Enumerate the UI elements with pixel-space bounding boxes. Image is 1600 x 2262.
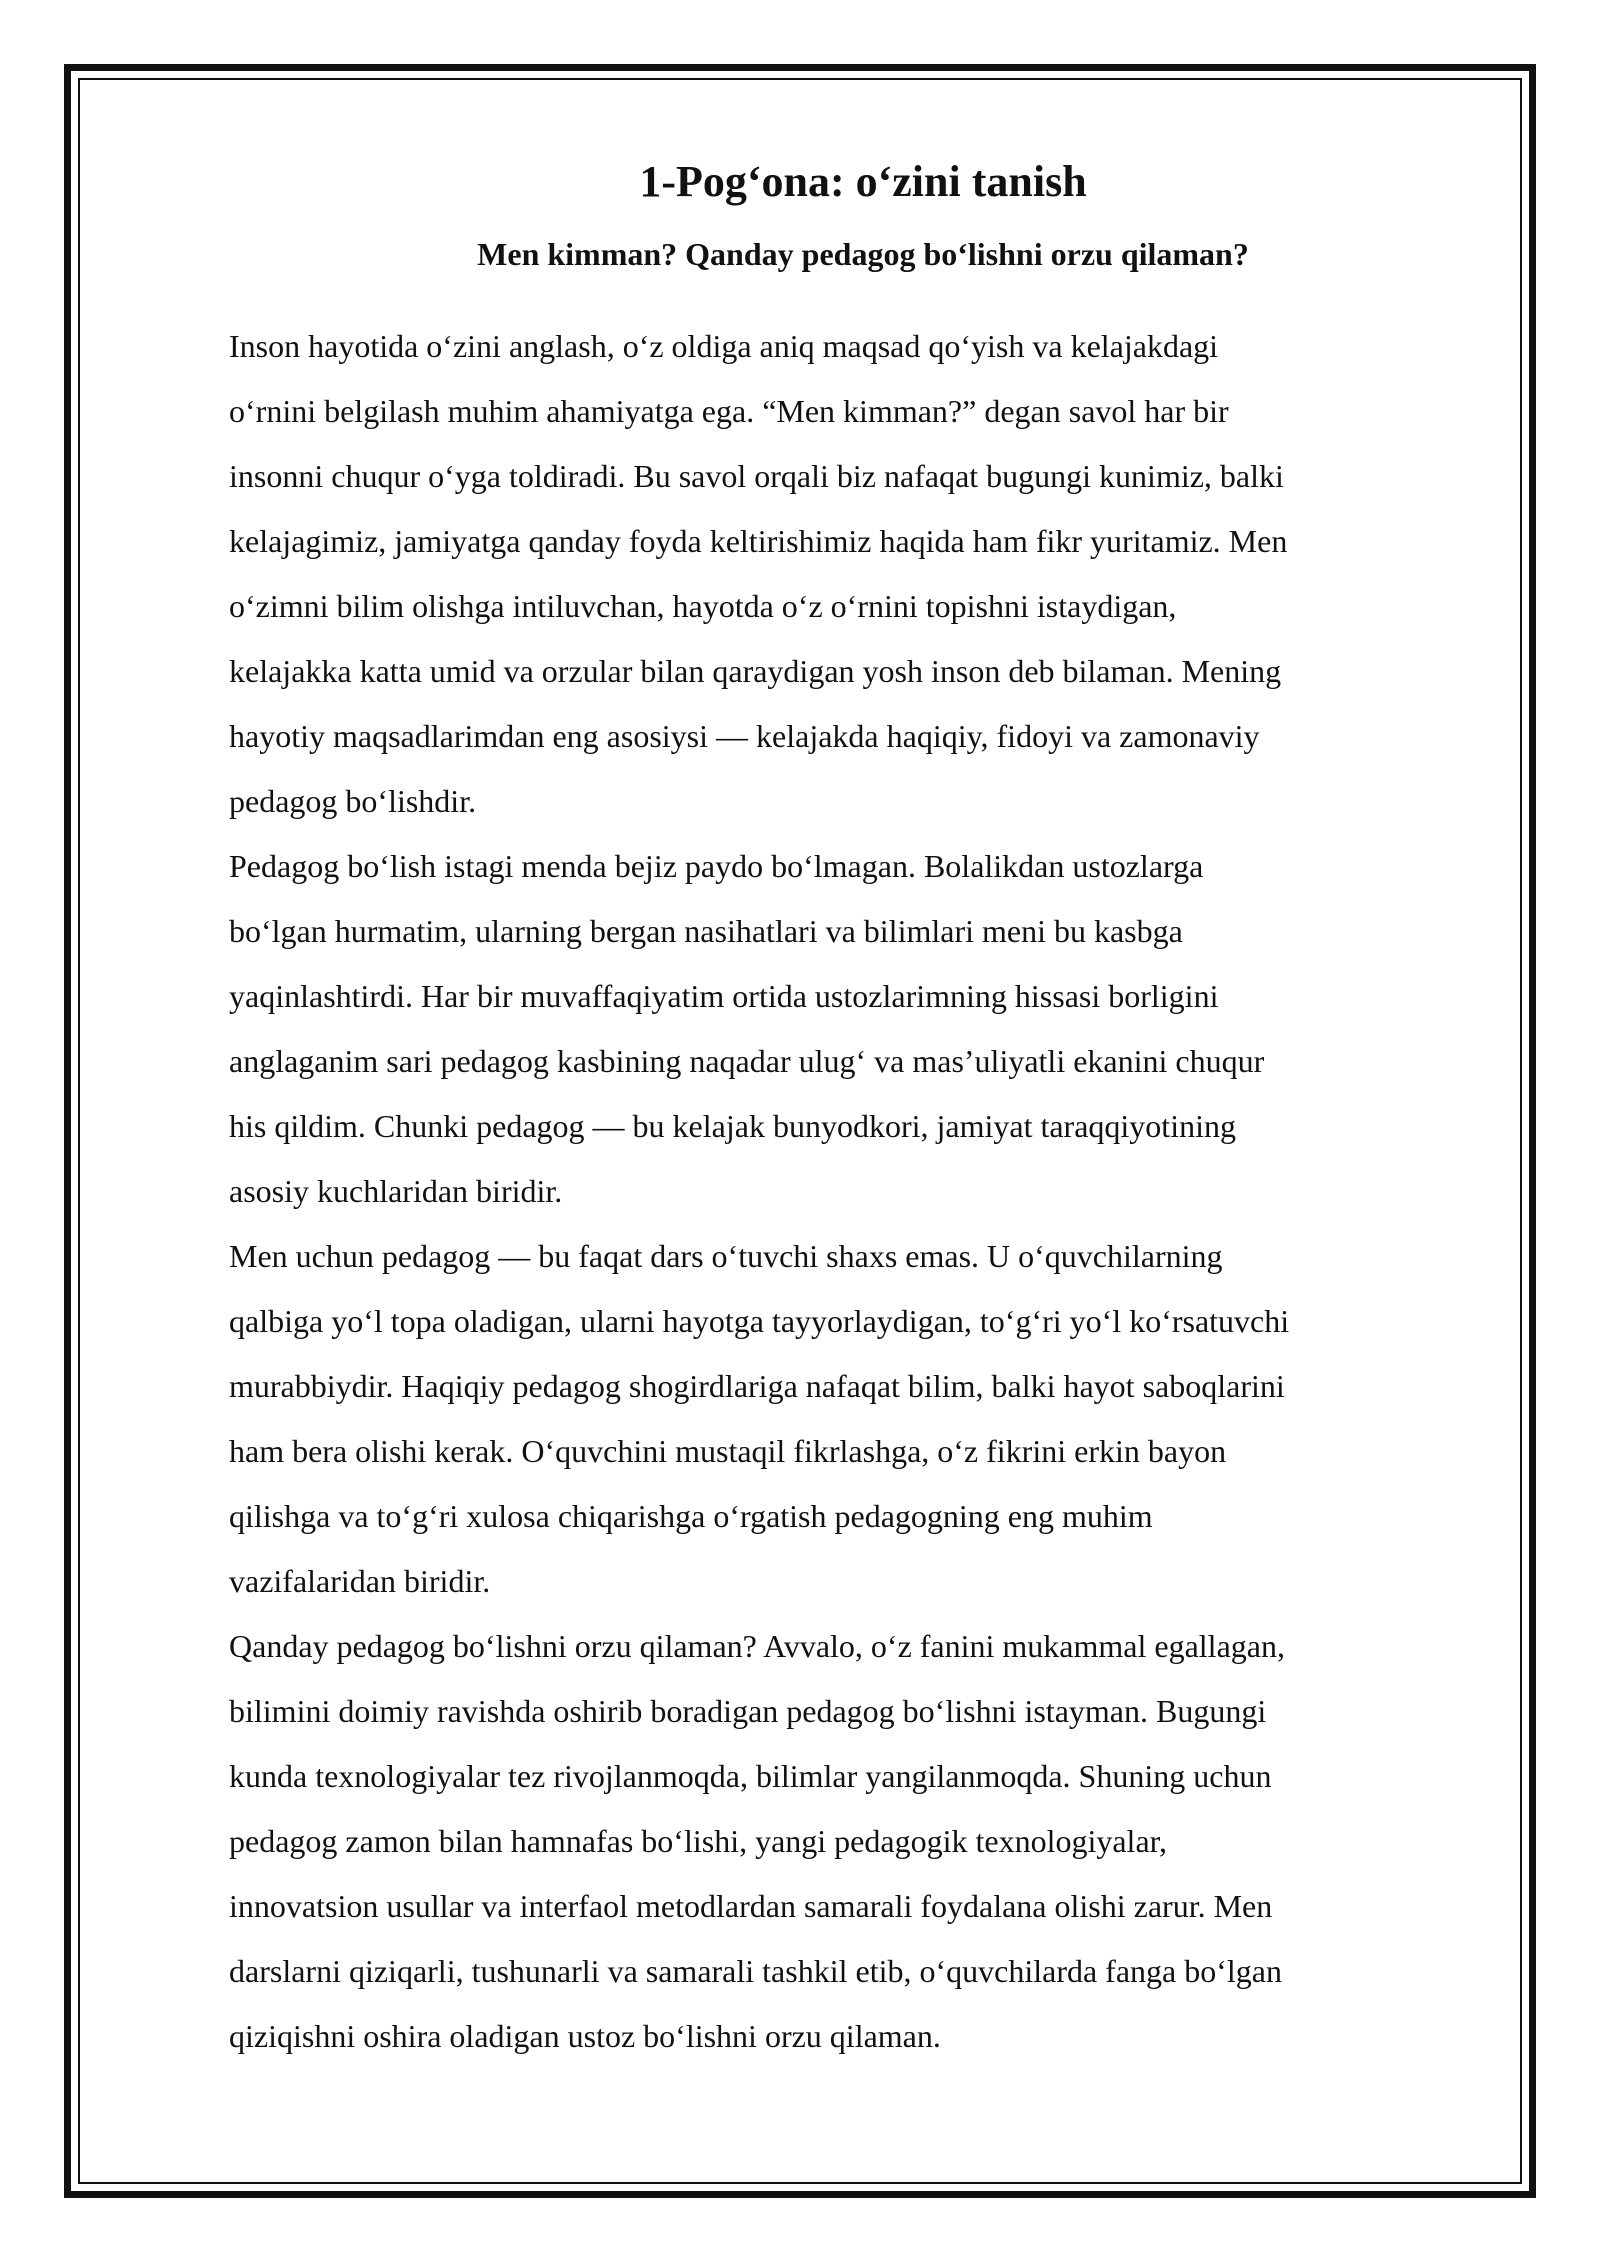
text-line: qalbiga yo‘l topa oladigan, ularni hayotga tayyorlaydigan, to‘g‘ri yo‘l ko‘rsatuvchi <box>229 1303 1290 1339</box>
text-line: ham bera olishi kerak. O‘quvchini mustaqil fikrlashga, o‘z fikrini erkin bayon <box>229 1433 1227 1469</box>
text-line: hayotiy maqsadlarimdan eng asosiysi — kelajakda haqiqiy, fidoyi va zamonaviy <box>229 718 1260 754</box>
text-line: qilishga va to‘g‘ri xulosa chiqarishga o‘rgatish pedagogning eng muhim <box>229 1498 1153 1534</box>
paragraph-1 <box>229 314 1481 834</box>
document-subtitle: Men kimman? Qanday pedagog bo‘lishni orzu qilaman? <box>477 236 1249 272</box>
text-line: bo‘lgan hurmatim, ularning bergan nasihatlari va bilimlari meni bu kasbga <box>229 913 1183 949</box>
text-line: Qanday pedagog bo‘lishni orzu qilaman? Avvalo, o‘z fanini mukammal egallagan, <box>229 1628 1285 1664</box>
text-line: kelajakka katta umid va orzular bilan qaraydigan yosh inson deb bilaman. Mening <box>229 653 1282 689</box>
text-line: asosiy kuchlaridan biridir. <box>229 1173 563 1209</box>
text-line: innovatsion usullar va interfaol metodlardan samarali foydalana olishi zarur. Men <box>229 1888 1273 1924</box>
text-line: o‘rnini belgilash muhim ahamiyatga ega. “Men kimman?” degan savol har bir <box>229 393 1229 429</box>
text-line: o‘zimni bilim olishga intiluvchan, hayotda o‘z o‘rnini topishni istaydigan, <box>229 588 1177 624</box>
text-line: bilimini doimiy ravishda oshirib boradigan pedagog bo‘lishni istayman. Bugungi <box>229 1693 1267 1729</box>
paragraph-3 <box>229 1224 1481 1614</box>
text-line: pedagog zamon bilan hamnafas bo‘lishi, yangi pedagogik texnologiyalar, <box>229 1823 1168 1859</box>
text-line: murabbiydir. Haqiqiy pedagog shogirdlariga nafaqat bilim, balki hayot saboqlarini <box>229 1368 1285 1404</box>
text-line: darslarni qiziqarli, tushunarli va samarali tashkil etib, o‘quvchilarda fanga bo‘lgan <box>229 1953 1282 1989</box>
text-line: vazifalaridan biridir. <box>229 1563 491 1599</box>
text-line: Men uchun pedagog — bu faqat dars o‘tuvchi shaxs emas. U o‘quvchilarning <box>229 1238 1223 1274</box>
text-line: qiziqishni oshira oladigan ustoz bo‘lishni orzu qilaman. <box>229 2018 941 2054</box>
text-line: his qildim. Chunki pedagog — bu kelajak bunyodkori, jamiyat taraqqiyotining <box>229 1108 1236 1144</box>
text-line: Inson hayotida o‘zini anglash, o‘z oldiga aniq maqsad qo‘yish va kelajakdagi <box>229 328 1219 364</box>
text-line: anglaganim sari pedagog kasbining naqadar ulug‘ va mas’uliyatli ekanini chuqur <box>229 1043 1265 1079</box>
paragraph-4 <box>229 1614 1481 2069</box>
paragraph-2 <box>229 834 1481 1224</box>
text-line: kunda texnologiyalar tez rivojlanmoqda, bilimlar yangilanmoqda. Shuning uchun <box>229 1758 1272 1794</box>
text-line: yaqinlashtirdi. Har bir muvaffaqiyatim ortida ustozlarimning hissasi borligini <box>229 978 1219 1014</box>
text-line: kelajagimiz, jamiyatga qanday foyda keltirishimiz haqida ham fikr yuritamiz. Men <box>229 523 1288 559</box>
document-title: 1-Pog‘ona: o‘zini tanish <box>639 157 1087 206</box>
text-line: insonni chuqur o‘yga toldiradi. Bu savol orqali biz nafaqat bugungi kunimiz, balki <box>229 458 1284 494</box>
document-body <box>229 314 1481 2069</box>
document-content <box>229 150 1481 2069</box>
text-line: Pedagog bo‘lish istagi menda bejiz paydo bo‘lmagan. Bolalikdan ustozlarga <box>229 848 1204 884</box>
text-line: pedagog bo‘lishdir. <box>229 783 477 819</box>
